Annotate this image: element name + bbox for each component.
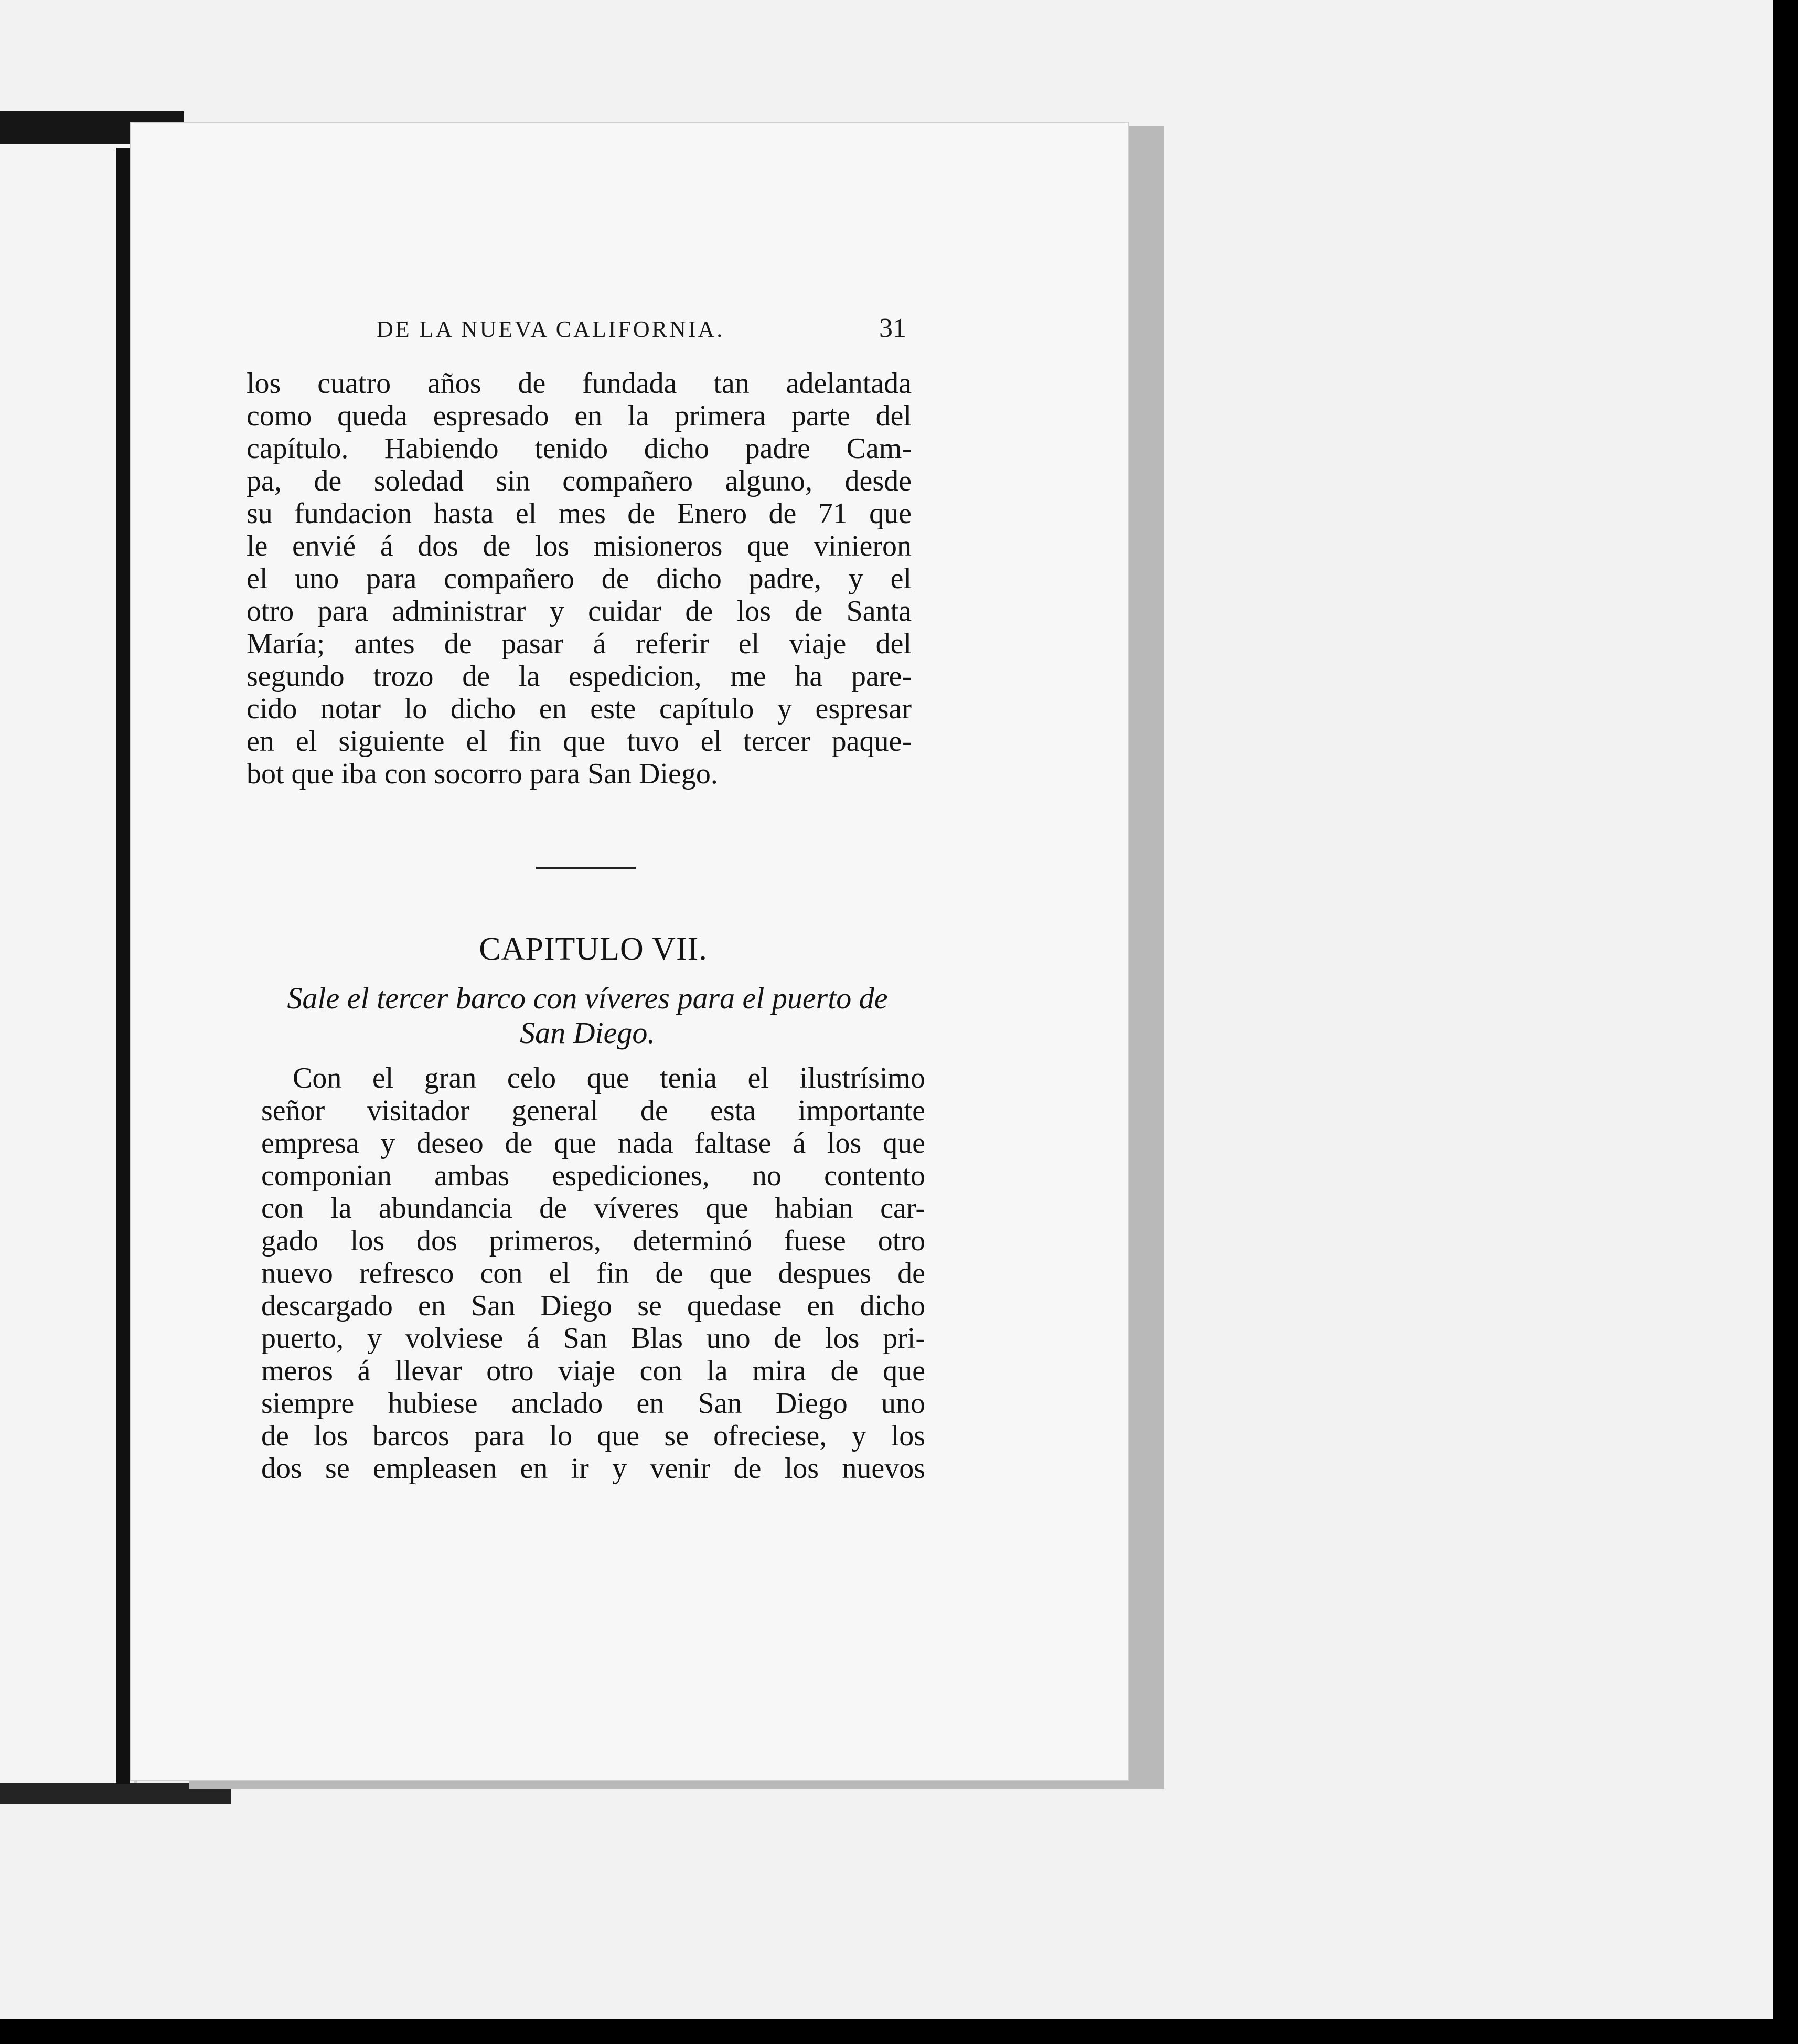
- text-line: nuevo refresco con el fin de que despues de: [261, 1257, 925, 1290]
- text-line: cido notar lo dicho en este capítulo y espresar: [247, 693, 912, 725]
- text-line: señor visitador general de esta importante: [261, 1094, 925, 1127]
- section-divider-rule: [536, 867, 636, 869]
- text-line: como queda espresado en la primera parte del: [247, 400, 912, 432]
- scan-bottom-border: [0, 2019, 1798, 2044]
- subtitle-line: Sale el tercer barco con víveres para el puerto de: [287, 981, 888, 1015]
- page-number: 31: [879, 313, 906, 343]
- text-line: componian ambas espediciones, no contento: [261, 1159, 925, 1192]
- text-line: gado los dos primeros, determinó fuese otro: [261, 1225, 925, 1257]
- text-line: puerto, y volviese á San Blas uno de los pri-: [261, 1322, 925, 1355]
- text-line: los cuatro años de fundada tan adelantada: [247, 367, 912, 400]
- text-line: capítulo. Habiendo tenido dicho padre Cam-: [247, 432, 912, 465]
- text-line: de los barcos para lo que se ofreciese, y los: [261, 1420, 925, 1452]
- text-line: María; antes de pasar á referir el viaje del: [247, 627, 912, 660]
- text-line: dos se empleasen en ir y venir de los nuevos: [261, 1452, 925, 1485]
- text-line: siempre hubiese anclado en San Diego uno: [261, 1387, 925, 1420]
- chapter-subtitle: [247, 981, 928, 1050]
- text-line: meros á llevar otro viaje con la mira de que: [261, 1355, 925, 1387]
- chapter-body-paragraph: [261, 1062, 925, 1485]
- text-line: su fundacion hasta el mes de Enero de 71 que: [247, 497, 912, 530]
- scan-right-border: [1773, 0, 1798, 2044]
- subtitle-line: San Diego.: [520, 1016, 655, 1050]
- chapter-title: CAPITULO VII.: [479, 931, 708, 967]
- running-title: DE LA NUEVA CALIFORNIA.: [377, 316, 725, 342]
- text-line: Con el gran celo que tenia el ilustrísimo: [293, 1062, 925, 1094]
- text-line: bot que iba con socorro para San Diego.: [247, 758, 718, 790]
- text-line: con la abundancia de víveres que habian car-: [261, 1192, 925, 1225]
- text-line: en el siguiente el fin que tuvo el tercer paque-: [247, 725, 912, 758]
- text-line: otro para administrar y cuidar de los de Santa: [247, 595, 912, 627]
- paragraph-continued: [247, 367, 912, 790]
- running-header: [377, 313, 906, 344]
- text-line: empresa y deseo de que nada faltase á los que: [261, 1127, 925, 1159]
- text-line: segundo trozo de la espedicion, me ha pare-: [247, 660, 912, 693]
- text-line: el uno para compañero de dicho padre, y el: [247, 562, 912, 595]
- text-line: descargado en San Diego se quedase en dicho: [261, 1290, 925, 1322]
- text-line: pa, de soledad sin compañero alguno, desde: [247, 465, 912, 497]
- book-spine-gutter: [116, 148, 130, 1784]
- text-line: le envié á dos de los misioneros que vinieron: [247, 530, 912, 562]
